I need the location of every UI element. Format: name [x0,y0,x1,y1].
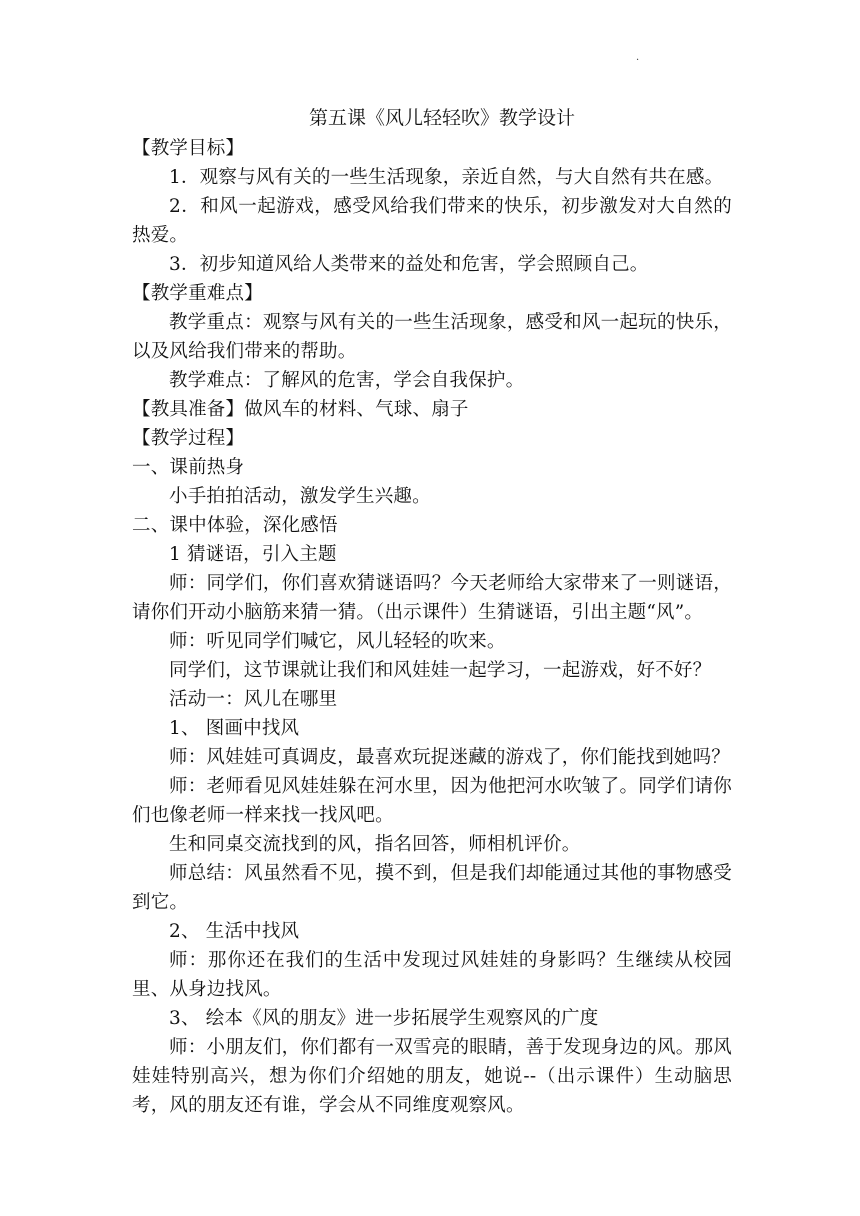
paragraph: 师：听见同学们喊它，风儿轻轻的吹来。 [169,631,506,652]
paragraph: 2、 生活中找风 [169,921,300,942]
paragraph-list [132,134,732,1120]
document-body [132,102,732,1120]
paragraph: 1 猜谜语，引入主题 [169,544,337,565]
section-heading: 【教具准备】做风车的材料、气球、扇子 [132,399,469,420]
paragraph: 师：风娃娃可真调皮，最喜欢玩捉迷藏的游戏了，你们能找到她吗？ [169,747,731,768]
header-mark: · [636,55,640,66]
paragraph: 小手拍拍活动，激发学生兴趣。 [169,486,431,507]
paragraph: 2．和风一起游戏，感受风给我们带来的快乐，初步激发对大自然的热爱。 [132,196,732,246]
paragraph: 师总结：风虽然看不见，摸不到，但是我们却能通过其他的事物感受到它。 [132,863,732,913]
paragraph: 师：那你还在我们的生活中发现过风娃娃的身影吗？生继续从校园里、从身边找风。 [132,950,732,1000]
paragraph: 活动一：风儿在哪里 [169,689,338,710]
paragraph: 3．初步知道风给人类带来的益处和危害，学会照顾自己。 [169,254,649,275]
paragraph: 生和同桌交流找到的风，指名回答，师相机评价。 [169,834,581,855]
paragraph: 3、 绘本《风的朋友》进一步拓展学生观察风的广度 [169,1008,599,1029]
section-heading: 二、课中体验，深化感悟 [132,515,338,536]
paragraph: 师：老师看见风娃娃躲在河水里，因为他把河水吹皱了。同学们请你们也像老师一样来找一找风吧。 [132,776,732,826]
paragraph: 师：小朋友们，你们都有一双雪亮的眼睛，善于发现身边的风。那风娃娃特别高兴，想为你们介绍她的朋友，她说--（出示课件）生动脑思考，风的朋友还有谁，学会从不同维度观察风。 [132,1037,732,1116]
paragraph: 1．观察与风有关的一些生活现象，亲近自然，与大自然有共在感。 [169,167,724,188]
section-heading: 【教学过程】 [132,428,245,449]
paragraph: 1、 图画中找风 [169,718,300,739]
section-heading: 一、课前热身 [132,457,245,478]
paragraph: 教学重点：观察与风有关的一些生活现象，感受和风一起玩的快乐，以及风给我们带来的帮助。 [132,312,732,362]
document-title: 第五课《风儿轻轻吹》教学设计 [308,107,575,129]
paragraph: 同学们，这节课就让我们和风娃娃一起学习，一起游戏，好不好？ [169,660,712,681]
paragraph: 教学难点：了解风的危害，学会自我保护。 [169,370,525,391]
paragraph: 师：同学们，你们喜欢猜谜语吗？今天老师给大家带来了一则谜语，请你们开动小脑筋来猜一猜。（出示课件）生猜谜语，引出主题“风”。 [132,573,732,623]
section-heading: 【教学重难点】 [132,283,263,304]
section-heading: 【教学目标】 [132,138,245,159]
